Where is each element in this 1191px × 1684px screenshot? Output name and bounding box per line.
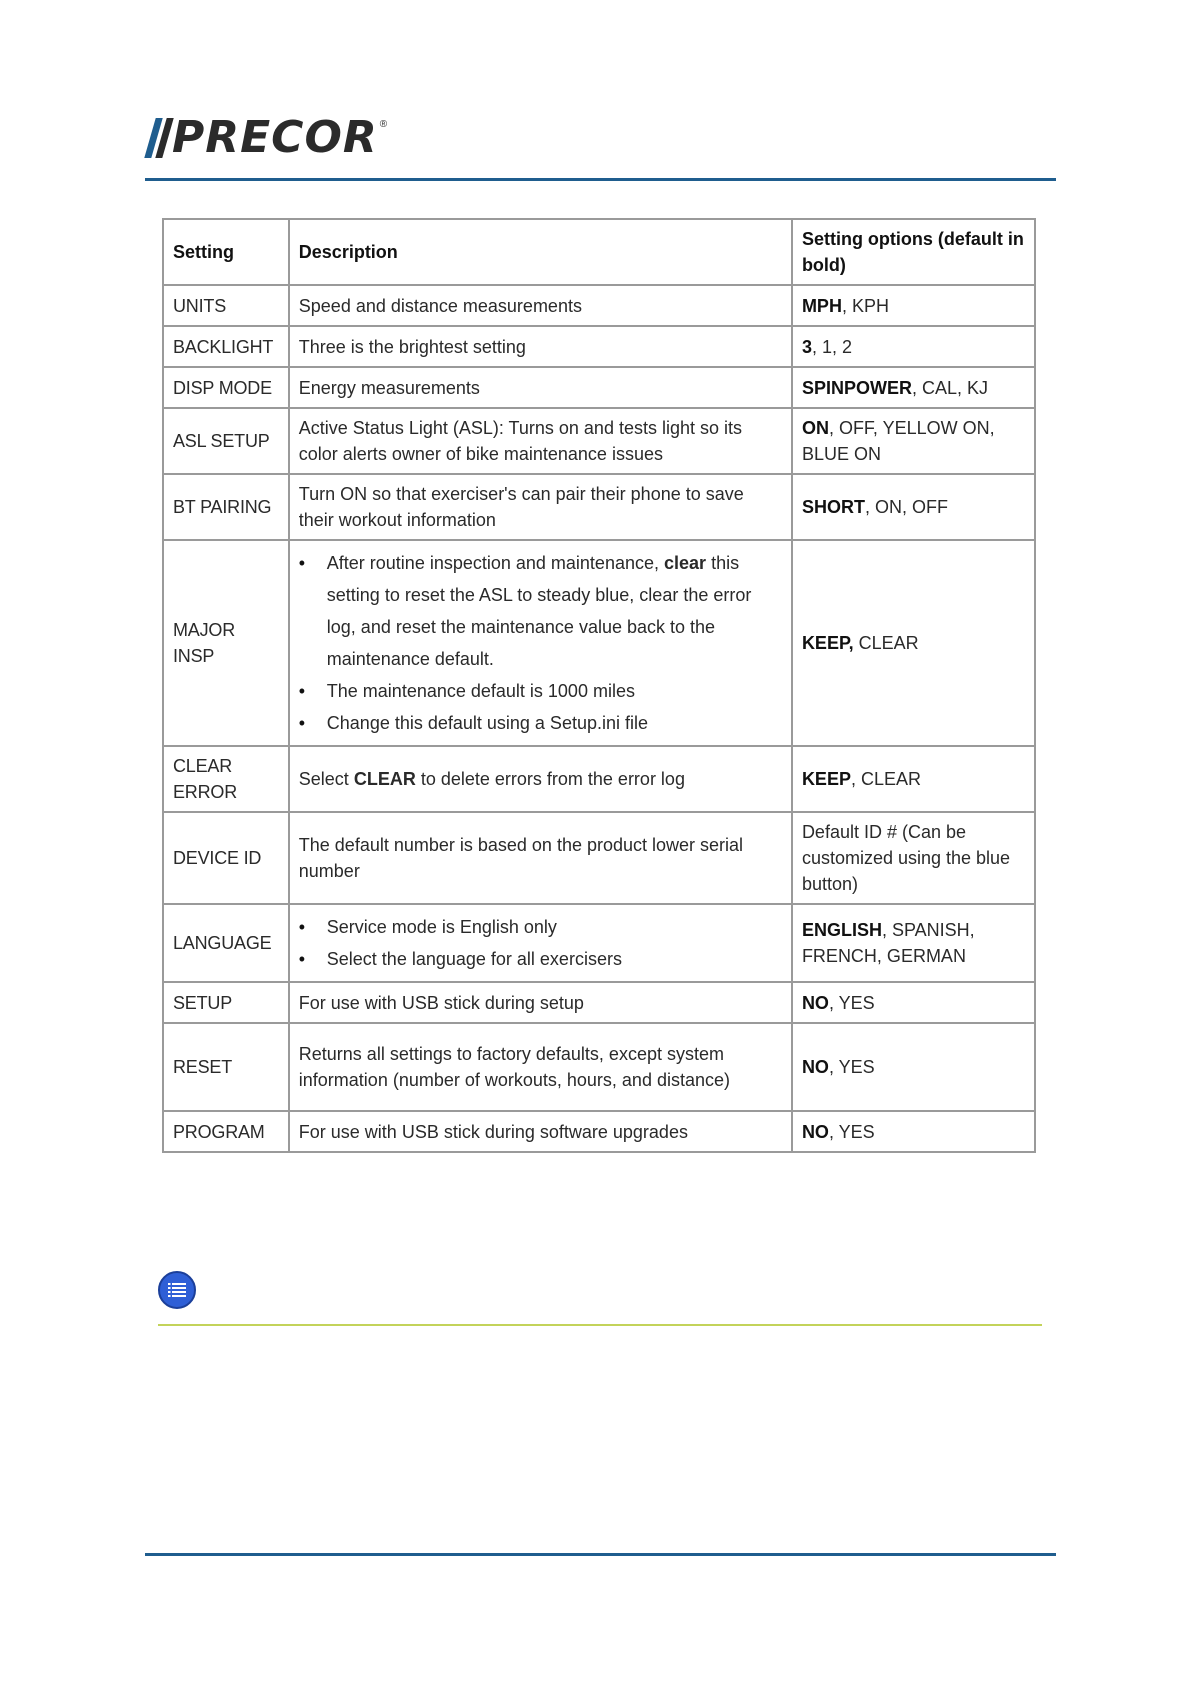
setting-name: ASL SETUP: [163, 408, 289, 474]
table-row: [163, 982, 1035, 1023]
setting-description: Three is the brightest setting: [289, 326, 792, 367]
setting-description: The default number is based on the product lower serial number: [289, 812, 792, 904]
bullet-item: • After routine inspection and maintenance, clear this setting to reset the ASL to steady blue, clear the error log, and reset the maintenance value back to the maintenance default.: [319, 547, 782, 675]
table-row: [163, 408, 1035, 474]
setting-name: DISP MODE: [163, 367, 289, 408]
setting-name: MAJOR INSP: [163, 540, 289, 746]
logo-wordmark: PRECOR: [172, 112, 378, 163]
list-icon: [158, 1271, 196, 1309]
setting-description: Active Status Light (ASL): Turns on and tests light so its color alerts owner of bike maintenance issues: [289, 408, 792, 474]
setting-name: CLEAR ERROR: [163, 746, 289, 812]
setting-name: BACKLIGHT: [163, 326, 289, 367]
setting-description: Select CLEAR to delete errors from the error log: [289, 746, 792, 812]
setting-name: DEVICE ID: [163, 812, 289, 904]
setting-options: 3, 1, 2: [792, 326, 1035, 367]
setting-options: SHORT, ON, OFF: [792, 474, 1035, 540]
setting-description: Returns all settings to factory defaults, except system information (number of workouts, hours, and distance): [289, 1023, 792, 1111]
setting-options: NO, YES: [792, 1111, 1035, 1152]
setting-options: Default ID # (Can be customized using the blue button): [792, 812, 1035, 904]
setting-options: KEEP, CLEAR: [792, 540, 1035, 746]
setting-options: NO, YES: [792, 982, 1035, 1023]
setting-description: For use with USB stick during software upgrades: [289, 1111, 792, 1152]
bullet-list: [299, 911, 782, 975]
setting-options: KEEP, CLEAR: [792, 746, 1035, 812]
footer-rule: [145, 1553, 1056, 1556]
settings-table: [162, 218, 1036, 1153]
column-header-options: Setting options (default in bold): [792, 219, 1035, 285]
setting-name: SETUP: [163, 982, 289, 1023]
registered-mark: ®: [379, 119, 388, 130]
setting-description: Energy measurements: [289, 367, 792, 408]
header-rule: [145, 178, 1056, 181]
table-row: [163, 1111, 1035, 1152]
column-header-description: Description: [289, 219, 792, 285]
table-row: [163, 746, 1035, 812]
setting-name: UNITS: [163, 285, 289, 326]
table-row: [163, 812, 1035, 904]
setting-name: LANGUAGE: [163, 904, 289, 982]
setting-description: Turn ON so that exerciser's can pair their phone to save their workout information: [289, 474, 792, 540]
setting-name: PROGRAM: [163, 1111, 289, 1152]
bullet-list: [299, 547, 782, 739]
bullet-item: • Service mode is English only: [319, 911, 782, 943]
setting-name: BT PAIRING: [163, 474, 289, 540]
table-row: [163, 285, 1035, 326]
bullet-item: • Change this default using a Setup.ini file: [319, 707, 782, 739]
setting-description: [289, 540, 792, 746]
logo-stripes: [150, 118, 168, 158]
setting-description: [289, 904, 792, 982]
setting-description: Speed and distance measurements: [289, 285, 792, 326]
bullet-item: • Select the language for all exercisers: [319, 943, 782, 975]
setting-options: NO, YES: [792, 1023, 1035, 1111]
setting-options: ENGLISH, SPANISH, FRENCH, GERMAN: [792, 904, 1035, 982]
setting-name: RESET: [163, 1023, 289, 1111]
table-header-row: [163, 219, 1035, 285]
table-row: [163, 904, 1035, 982]
setting-options: MPH, KPH: [792, 285, 1035, 326]
setting-options: SPINPOWER, CAL, KJ: [792, 367, 1035, 408]
table-row: [163, 367, 1035, 408]
table-row: [163, 474, 1035, 540]
table-row: [163, 326, 1035, 367]
setting-options: ON, OFF, YELLOW ON, BLUE ON: [792, 408, 1035, 474]
column-header-setting: Setting: [163, 219, 289, 285]
bullet-item: • The maintenance default is 1000 miles: [319, 675, 782, 707]
note-divider: [158, 1324, 1042, 1326]
table-row: [163, 540, 1035, 746]
table-row: [163, 1023, 1035, 1111]
precor-logo: [150, 112, 388, 163]
setting-description: For use with USB stick during setup: [289, 982, 792, 1023]
